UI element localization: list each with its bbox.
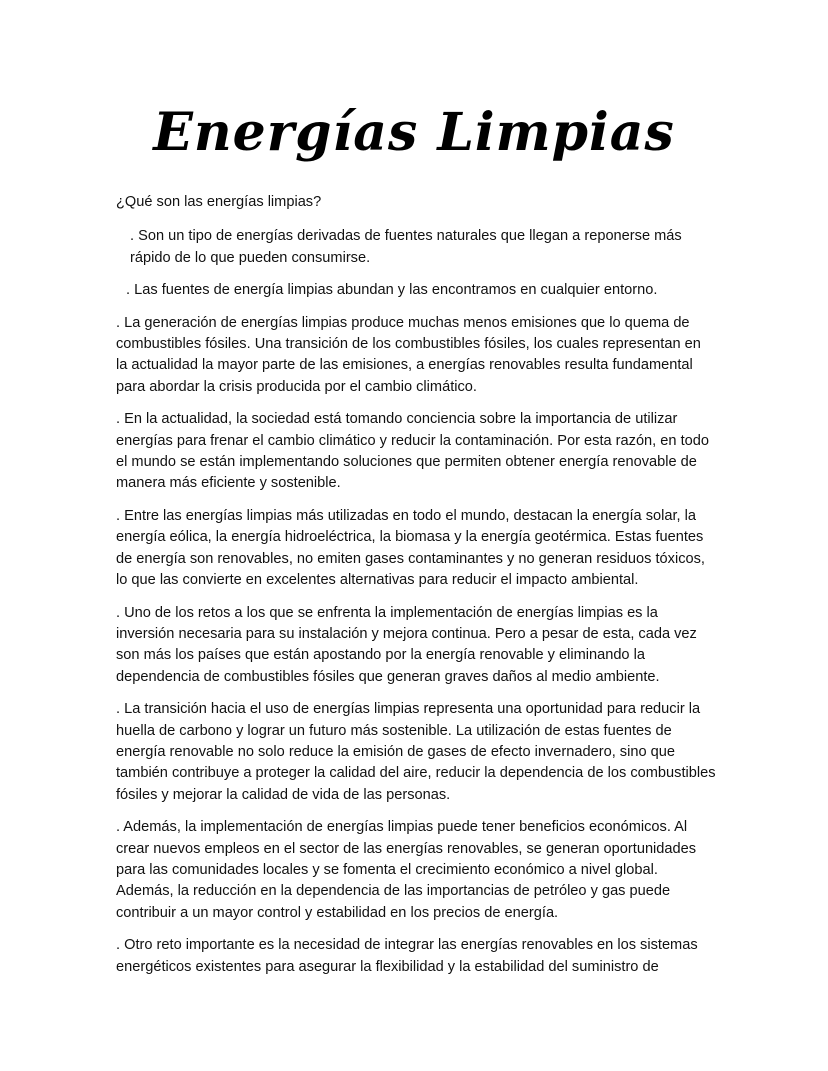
question-heading: ¿Qué son las energías limpias? <box>116 194 322 210</box>
paragraph-6: . Uno de los retos a los que se enfrenta la implementación de energías limpias es la inversión necesaria para su instalación y mejora continua. Pero a pesar de esta, cada vez son más los países que están apostando por la energía renovable y eliminando la dependencia de combustibles fósiles que generan graves daños al medio ambiente. <box>116 604 697 685</box>
paragraph-1: . Son un tipo de energías derivadas de fuentes naturales que llegan a reponerse más rápido de lo que pueden consumirse. <box>130 228 682 266</box>
paragraph-7: . La transición hacia el uso de energías limpias representa una oportunidad para reducir la huella de carbono y lograr un futuro más sostenible. La utilización de estas fuentes de energía renovable no solo reduce la emisión de gases de efecto invernadero, sino que también contribuye a proteger la calidad del aire, reducir la dependencia de los combustibles fósiles y mejorar la calidad de vida de las personas. <box>116 701 716 803</box>
paragraph-3: . La generación de energías limpias produce muchas menos emisiones que lo quema de combustibles fósiles. Una transición de los combustibles fósiles, los cuales representan en la actualidad la mayor parte de las emisiones, a energías renovables resulta fundamental para abordar la crisis producida por el cambio climático. <box>116 314 701 395</box>
document-body <box>116 192 716 989</box>
document-title: Energías Limpias <box>153 102 675 163</box>
paragraph-5: . Entre las energías limpias más utilizadas en todo el mundo, destacan la energía solar, la energía eólica, la energía hidroeléctrica, la biomasa y la energía geotérmica. Estas fuentes de energía son renovables, no emiten gases contaminantes y no generan residuos tóxicos, lo que las convierte en excelentes alternativas para reducir el impacto ambiental. <box>116 507 705 589</box>
paragraph-9: . Otro reto importante es la necesidad de integrar las energías renovables en los sistemas energéticos existentes para asegurar la flexibilidad y la estabilidad del suministro de <box>116 937 698 975</box>
paragraph-4: . En la actualidad, la sociedad está tomando conciencia sobre la importancia de utilizar energías para frenar el cambio climático y reducir la contaminación. Por esta razón, en todo el mundo se están implementando soluciones que permiten obtener energía renovable de manera más eficiente y sostenible. <box>116 411 709 492</box>
paragraph-8: . Además, la implementación de energías limpias puede tener beneficios económicos. Al crear nuevos empleos en el sector de las energías renovables, se generan oportunidades para las comunidades locales y se fomenta el crecimiento económico a nivel global. Además, la reducción en la dependencia de las importancias de petróleo y gas puede contribuir a un mayor control y estabilidad en los precios de energía. <box>116 819 697 921</box>
paragraph-2: . Las fuentes de energía limpias abundan y las encontramos en cualquier entorno. <box>126 282 658 299</box>
